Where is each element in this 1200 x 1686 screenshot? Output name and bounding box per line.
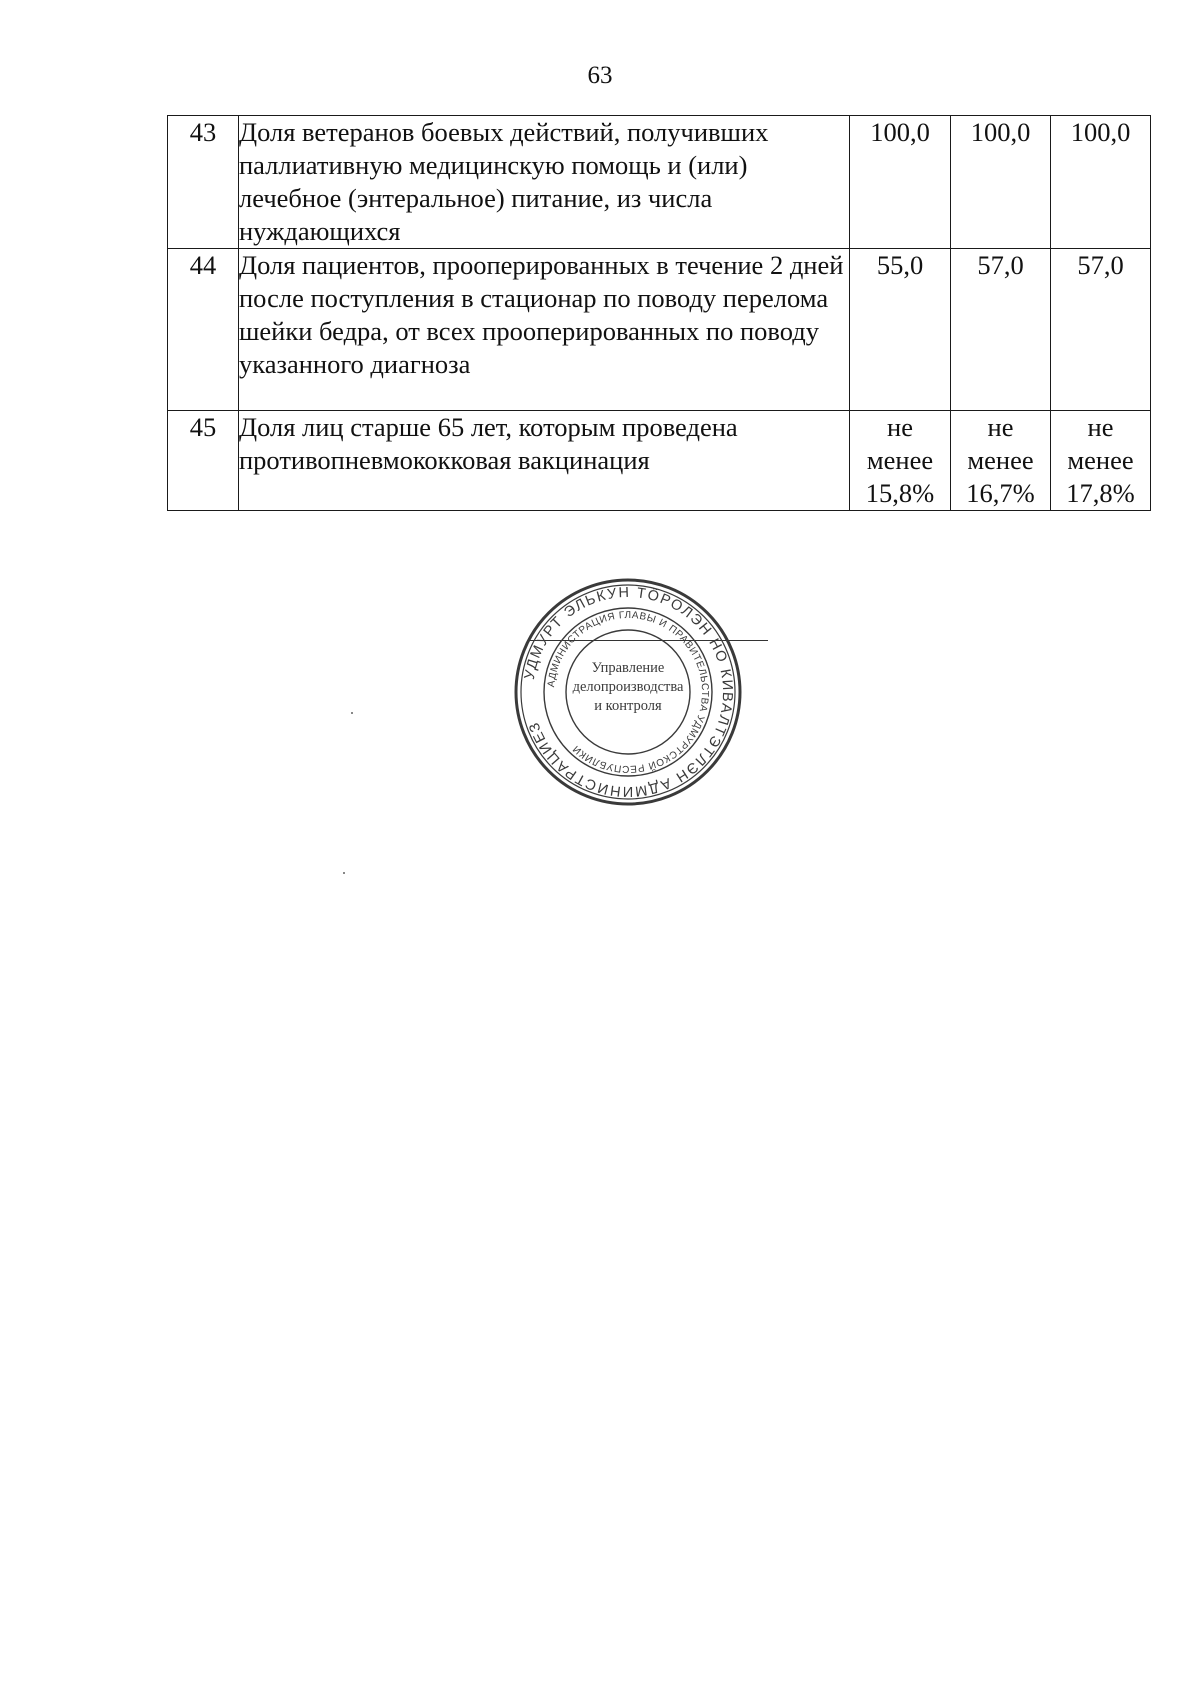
table-row bbox=[168, 249, 1151, 411]
value-cell bbox=[850, 249, 951, 411]
stamp-outer-text: УДМУРТ ЭЛЬКУН ТӦРОЛЭН НО КИВАЛТЭТЛЭН АДМИНИСТРАЦИЕЗ bbox=[521, 584, 736, 800]
value-cell bbox=[850, 116, 951, 249]
stamp-center-line: делопроизводства bbox=[572, 679, 684, 695]
value-line: менее bbox=[1067, 445, 1134, 475]
value-line: менее bbox=[967, 445, 1034, 475]
indicator-text: Доля пациентов, прооперированных в течение 2 дней после поступления в стационар по поводу перелома шейки бедра, от всех прооперированных по поводу указанного диагноза bbox=[239, 249, 850, 411]
stamp-inner-text: АДМИНИСТРАЦИЯ ГЛАВЫ И ПРАВИТЕЛЬСТВА УДМУРТСКОЙ РЕСПУБЛИКИ bbox=[546, 609, 711, 775]
value-cell bbox=[951, 116, 1051, 249]
value-line: 57,0 bbox=[1077, 250, 1124, 280]
stamp-center-line: и контроля bbox=[594, 698, 662, 714]
stamp-center-text bbox=[513, 659, 743, 716]
indicator-text: Доля лиц старше 65 лет, которым проведена противопневмококковая вакцинация bbox=[239, 411, 850, 511]
value-line: 100,0 bbox=[1070, 117, 1131, 147]
indicator-text: Доля ветеранов боевых действий, получивших паллиативную медицинскую помощь и (или) лечебное (энтеральное) питание, из числа нуждающихся bbox=[239, 116, 850, 249]
value-cell bbox=[1051, 116, 1151, 249]
value-line: 57,0 bbox=[977, 250, 1024, 280]
value-line: не bbox=[887, 412, 913, 442]
row-number: 44 bbox=[168, 249, 239, 411]
indicators-table bbox=[167, 115, 1151, 511]
row-number: 43 bbox=[168, 116, 239, 249]
value-line: 100,0 bbox=[970, 117, 1031, 147]
value-line: не bbox=[987, 412, 1014, 442]
value-cell bbox=[951, 249, 1051, 411]
official-stamp bbox=[513, 577, 743, 807]
value-cell bbox=[850, 411, 951, 511]
table-row bbox=[168, 411, 1151, 511]
table-row bbox=[168, 116, 1151, 249]
row-number: 45 bbox=[168, 411, 239, 511]
stamp-center-line: Управление bbox=[591, 660, 665, 676]
value-cell bbox=[1051, 249, 1151, 411]
page-number: 63 bbox=[587, 62, 613, 89]
value-line: 17,8% bbox=[1066, 478, 1135, 508]
value-line: 16,7% bbox=[966, 478, 1035, 508]
scan-speck bbox=[343, 872, 345, 874]
scan-speck bbox=[351, 712, 353, 714]
value-cell bbox=[951, 411, 1051, 511]
value-line: менее bbox=[866, 445, 934, 475]
value-line: 100,0 bbox=[870, 117, 930, 147]
value-cell bbox=[1051, 411, 1151, 511]
value-line: 15,8% bbox=[865, 478, 935, 508]
value-line: 55,0 bbox=[876, 250, 924, 280]
value-line: не bbox=[1087, 412, 1114, 442]
